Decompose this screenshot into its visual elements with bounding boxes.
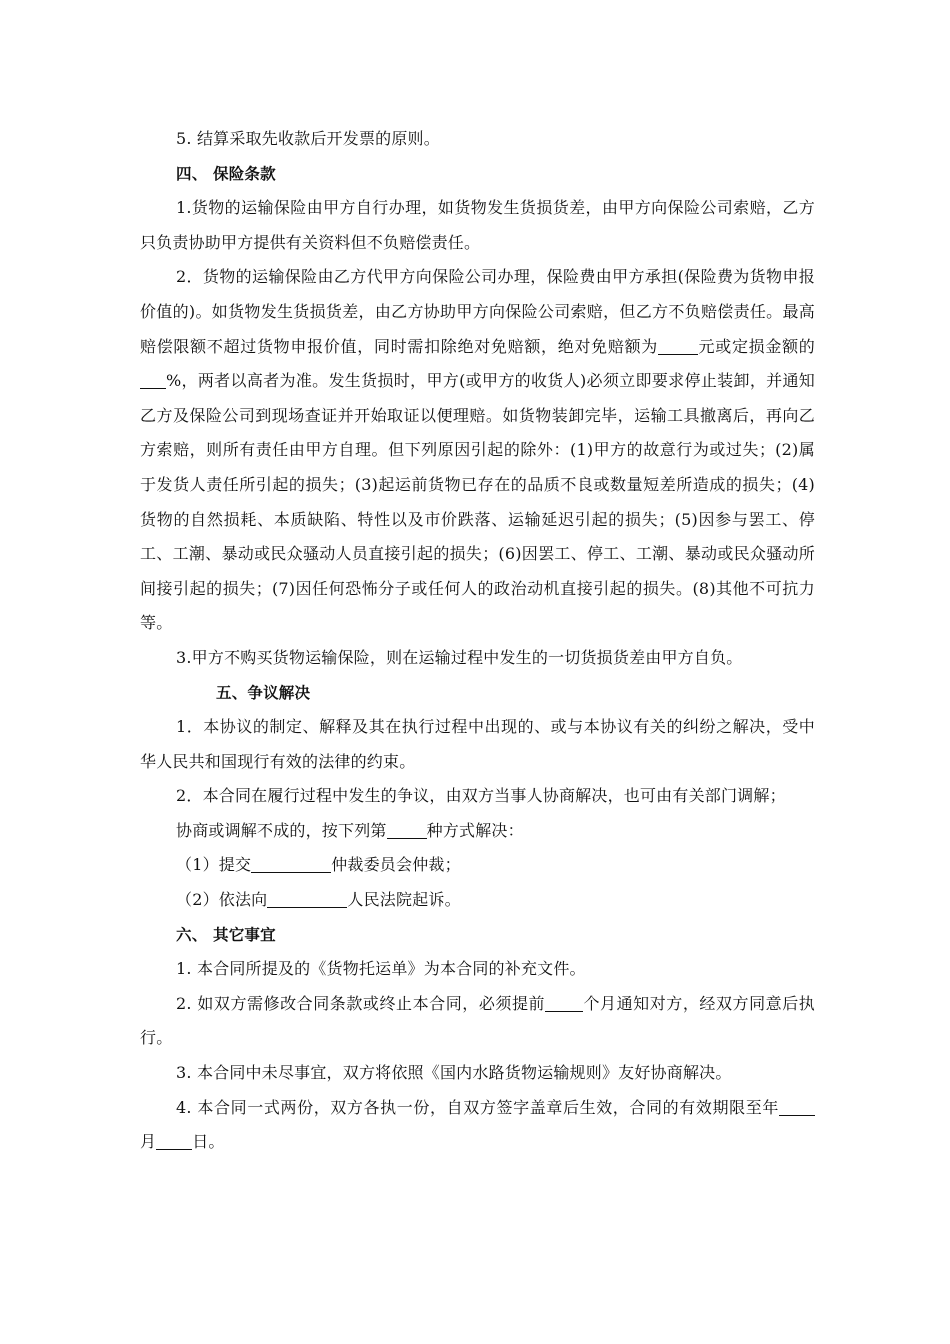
dispute-option-1 bbox=[140, 848, 815, 883]
dispute-option-1-text-b: 仲裁委员会仲裁； bbox=[331, 855, 461, 875]
dispute-item-2-line-2 bbox=[140, 814, 815, 849]
section-heading-other: 六、 其它事宜 bbox=[176, 925, 276, 944]
resolution-method-blank bbox=[387, 820, 427, 839]
insurance-item-2 bbox=[140, 260, 815, 641]
other-item-4-day: 日。 bbox=[192, 1132, 225, 1152]
other-item-2 bbox=[140, 987, 815, 1056]
dispute-option-1-text-a: （1）提交 bbox=[176, 855, 252, 875]
other-item-2-text-a: 2. 如双方需修改合同条款或终止本合同，必须提前 bbox=[176, 993, 546, 1013]
other-item-2-text-b: 个月通知对方，经双方同意后执行。 bbox=[140, 993, 815, 1048]
other-item-1: 1. 本合同所提及的《货物托运单》为本合同的补充文件。 bbox=[176, 959, 586, 979]
dispute-option-2-text-b: 人民法院起诉。 bbox=[347, 890, 461, 910]
dispute-item-2-line-1: 2．本合同在履行过程中发生的争议，由双方当事人协商解决，也可由有关部门调解； bbox=[176, 786, 786, 806]
other-item-4-text-a: 4. 本合同一式两份，双方各执一份，自双方签字盖章后生效，合同的有效期限至 bbox=[176, 1097, 763, 1117]
insurance-item-2-text-c: %，两者以高者为准。发生货损时，甲方(或甲方的收货人)必须立即要求停止装卸，并通知乙方及保险公司到现场查证并开始取证以便理赔。如货物装卸完毕，运输工具撤离后，再向乙方索赔，则所有责任由甲方自理。但下列原因引起的除外：(1)甲方的故意行为或过失；(2)属于发货人责任所引起的损失；(3)起运前货物已存在的品质不良或数量短差所造成的损失；(4)货物的自然损耗、本质缺陷、特性以及市价跌落、运输延迟引起的损失；(5)因参与罢工、停工、工潮、暴动或民众骚动人员直接引起的损失；(6)因罢工、停工、工潮、暴动或民众骚动所间接引起的损失；(7)因任何恐怖分子或任何人的政治动机直接引起的损失。(8)其他不可抗力等。 bbox=[140, 371, 815, 633]
dispute-item-2-text-b: 种方式解决： bbox=[426, 820, 524, 840]
dispute-option-2 bbox=[140, 883, 815, 918]
other-item-4-year: 年 bbox=[762, 1097, 779, 1117]
arbitration-commission-blank bbox=[251, 854, 331, 873]
notice-months-blank bbox=[545, 993, 583, 1012]
dispute-item-2-text-a: 协商或调解不成的，按下列第 bbox=[176, 820, 387, 840]
settlement-item-5: 5. 结算采取先收款后开发票的原则。 bbox=[176, 129, 440, 148]
insurance-item-3: 3.甲方不购买货物运输保险，则在运输过程中发生的一切货损货差由甲方自负。 bbox=[176, 647, 743, 667]
month-blank bbox=[779, 1097, 815, 1116]
other-item-4 bbox=[140, 1091, 815, 1160]
section-heading-dispute: 五、争议解决 bbox=[216, 683, 311, 702]
section-heading-insurance: 四、 保险条款 bbox=[176, 164, 276, 183]
insurance-item-2-text-b: 元或定损金额的 bbox=[698, 336, 816, 356]
dispute-item-1: 1．本协议的制定、解释及其在执行过程中出现的、或与本协议有关的纠纷之解决，受中华人民共和国现行有效的法律的约束。 bbox=[140, 717, 815, 771]
deductible-amount-blank bbox=[658, 336, 698, 355]
dispute-option-2-text-a: （2）依法向 bbox=[176, 890, 268, 910]
insurance-item-2-text-a: 2．货物的运输保险由乙方代甲方向保险公司办理，保险费由甲方承担(保险费为货物申报价值的)。如货物发生货损货差，由乙方协助甲方向保险公司索赔，但乙方不负赔偿责任。最高赔偿限额不超过货物申报价值，同时需扣除绝对免赔额，绝对免赔额为 bbox=[140, 267, 815, 356]
insurance-item-1: 1.货物的运输保险由甲方自行办理，如货物发生货损货差，由甲方向保险公司索赔，乙方只负责协助甲方提供有关资料但不负赔偿责任。 bbox=[140, 198, 815, 252]
other-item-3: 3. 本合同中未尽事宜，双方将依照《国内水路货物运输规则》友好协商解决。 bbox=[176, 1063, 732, 1083]
document-body bbox=[140, 122, 815, 1160]
other-item-4-month: 月 bbox=[140, 1132, 157, 1152]
court-name-blank bbox=[267, 889, 347, 908]
day-blank bbox=[156, 1131, 192, 1150]
deductible-percent-blank bbox=[140, 370, 166, 389]
